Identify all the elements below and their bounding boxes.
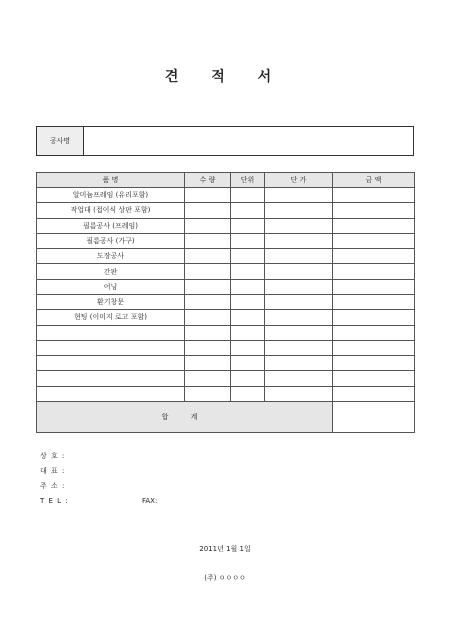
amount-cell[interactable] [333, 188, 415, 203]
amount-cell[interactable] [333, 218, 415, 233]
project-name-label: 공사명 [37, 127, 84, 155]
table-row [37, 203, 415, 218]
representative-line: 대 표 : [40, 467, 66, 475]
unit-cell[interactable] [231, 218, 265, 233]
quantity-cell[interactable] [185, 249, 231, 264]
table-row [37, 264, 415, 279]
quantity-cell[interactable] [185, 294, 231, 309]
table-row [37, 279, 415, 294]
quantity-cell[interactable] [185, 325, 231, 340]
item-cell[interactable] [37, 325, 185, 340]
table-row [37, 310, 415, 325]
header-quantity: 수 량 [185, 173, 231, 188]
quantity-cell[interactable] [185, 264, 231, 279]
amount-cell[interactable] [333, 249, 415, 264]
fax-line: FAX: [142, 497, 158, 505]
project-name-box [36, 126, 414, 156]
unit-cell[interactable] [231, 203, 265, 218]
unit-cell[interactable] [231, 279, 265, 294]
item-cell[interactable]: 어닝 [37, 279, 185, 294]
unit-price-cell[interactable] [265, 188, 333, 203]
unit-price-cell[interactable] [265, 325, 333, 340]
unit-cell[interactable] [231, 188, 265, 203]
quantity-cell[interactable] [185, 310, 231, 325]
unit-price-cell[interactable] [265, 340, 333, 355]
unit-price-cell[interactable] [265, 264, 333, 279]
amount-cell[interactable] [333, 386, 415, 401]
table-row [37, 249, 415, 264]
table-row [37, 356, 415, 371]
item-cell[interactable] [37, 371, 185, 386]
unit-price-cell[interactable] [265, 249, 333, 264]
unit-price-cell[interactable] [265, 279, 333, 294]
table-row [37, 218, 415, 233]
item-cell[interactable] [37, 356, 185, 371]
item-cell[interactable]: 작업대 (접이식 상판 포함) [37, 203, 185, 218]
amount-cell[interactable] [333, 233, 415, 248]
unit-price-cell[interactable] [265, 386, 333, 401]
amount-cell[interactable] [333, 279, 415, 294]
unit-price-cell[interactable] [265, 294, 333, 309]
item-cell[interactable]: 필름공사 (가구) [37, 233, 185, 248]
table-row [37, 188, 415, 203]
quantity-cell[interactable] [185, 356, 231, 371]
unit-price-cell[interactable] [265, 356, 333, 371]
item-cell[interactable]: 필름공사 (프레임) [37, 218, 185, 233]
header-unit-price: 단 가 [265, 173, 333, 188]
quantity-cell[interactable] [185, 371, 231, 386]
quantity-cell[interactable] [185, 188, 231, 203]
document-date: 2011년 1월 1일 [199, 545, 251, 553]
amount-cell[interactable] [333, 371, 415, 386]
table-header-row [37, 173, 415, 188]
item-cell[interactable] [37, 340, 185, 355]
unit-cell[interactable] [231, 340, 265, 355]
unit-price-cell[interactable] [265, 233, 333, 248]
tel-line: T E L : [40, 497, 69, 505]
company-signature: (주) ㅇㅇㅇㅇ [204, 574, 246, 582]
unit-cell[interactable] [231, 310, 265, 325]
unit-cell[interactable] [231, 325, 265, 340]
unit-price-cell[interactable] [265, 203, 333, 218]
header-unit: 단위 [231, 173, 265, 188]
estimate-table [36, 172, 415, 433]
table-row [37, 294, 415, 309]
item-cell[interactable]: 환기창문 [37, 294, 185, 309]
unit-cell[interactable] [231, 356, 265, 371]
header-amount: 금 액 [333, 173, 415, 188]
address-line: 주 소 : [40, 482, 66, 490]
quantity-cell[interactable] [185, 279, 231, 294]
total-label: 합 계 [37, 402, 333, 433]
table-row [37, 386, 415, 401]
table-row [37, 371, 415, 386]
quantity-cell[interactable] [185, 340, 231, 355]
item-cell[interactable]: 도장공사 [37, 249, 185, 264]
table-row [37, 233, 415, 248]
unit-price-cell[interactable] [265, 371, 333, 386]
amount-cell[interactable] [333, 340, 415, 355]
amount-cell[interactable] [333, 356, 415, 371]
table-row [37, 340, 415, 355]
amount-cell[interactable] [333, 294, 415, 309]
total-row [37, 402, 415, 433]
project-name-field[interactable] [84, 127, 413, 155]
amount-cell[interactable] [333, 325, 415, 340]
unit-cell[interactable] [231, 264, 265, 279]
item-cell[interactable]: 간판 [37, 264, 185, 279]
document-title: 견 적 서 [164, 69, 286, 85]
unit-cell[interactable] [231, 294, 265, 309]
item-cell[interactable] [37, 386, 185, 401]
item-cell[interactable]: 알미늄프레임 (유리포함) [37, 188, 185, 203]
header-item: 품 명 [37, 173, 185, 188]
table-row [37, 325, 415, 340]
quantity-cell[interactable] [185, 386, 231, 401]
total-amount-cell[interactable] [333, 402, 415, 433]
unit-cell[interactable] [231, 371, 265, 386]
quantity-cell[interactable] [185, 233, 231, 248]
amount-cell[interactable] [333, 203, 415, 218]
amount-cell[interactable] [333, 310, 415, 325]
item-cell[interactable]: 현팅 (이미지 로고 포함) [37, 310, 185, 325]
unit-cell[interactable] [231, 386, 265, 401]
quantity-cell[interactable] [185, 218, 231, 233]
unit-cell[interactable] [231, 249, 265, 264]
company-name-line: 상 호 : [40, 452, 66, 460]
quantity-cell[interactable] [185, 203, 231, 218]
unit-cell[interactable] [231, 233, 265, 248]
amount-cell[interactable] [333, 264, 415, 279]
unit-price-cell[interactable] [265, 310, 333, 325]
unit-price-cell[interactable] [265, 218, 333, 233]
